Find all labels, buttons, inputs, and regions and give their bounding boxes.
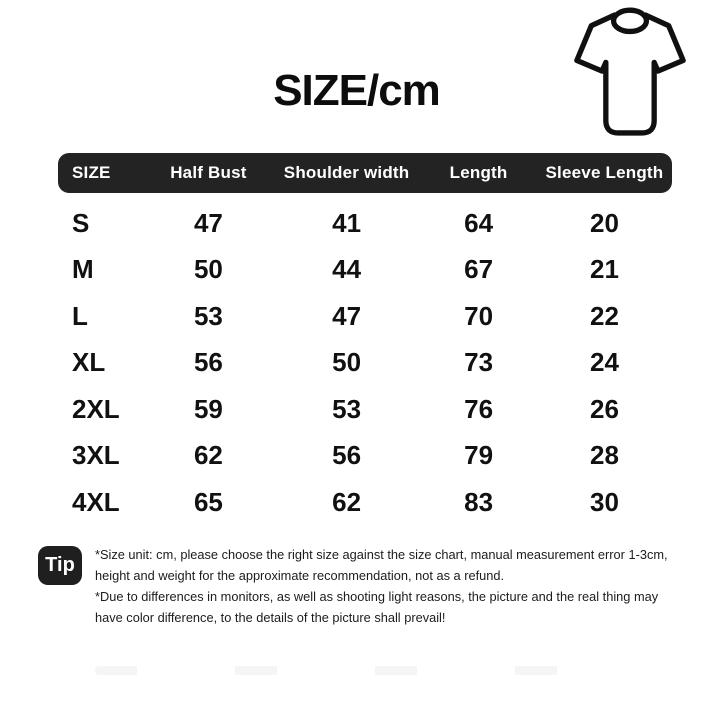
cell-sleeve-length: 20	[589, 207, 619, 238]
cell-half-bust: 59	[193, 393, 223, 424]
cell-shoulder-width: 53	[332, 393, 362, 424]
column-header-length: Length	[449, 163, 508, 182]
size-label: S	[72, 207, 90, 238]
table-row	[58, 386, 672, 433]
table-row	[58, 340, 672, 387]
cell-sleeve-length: 28	[589, 440, 619, 471]
table-header-row	[58, 153, 672, 193]
size-label: M	[72, 254, 94, 285]
cell-half-bust: 65	[193, 486, 223, 517]
column-header-sleeve-length: Sleeve Length	[545, 163, 664, 182]
column-header-size: SIZE	[72, 163, 111, 182]
cell-length: 76	[464, 393, 494, 424]
cell-half-bust: 56	[193, 347, 223, 378]
cell-half-bust: 53	[193, 300, 223, 331]
cell-sleeve-length: 24	[589, 347, 619, 378]
cell-length: 67	[464, 254, 494, 285]
tip-notes	[95, 544, 668, 628]
size-label: XL	[72, 347, 106, 378]
size-label: 3XL	[72, 440, 120, 471]
size-label: 2XL	[72, 393, 120, 424]
cell-half-bust: 50	[193, 254, 223, 285]
size-label: 4XL	[72, 486, 120, 517]
table-body	[58, 200, 672, 526]
tip-line: *Size unit: cm, please choose the right size against the size chart, manual measurement error 1-3cm,	[95, 547, 668, 562]
faint-watermark-strip	[95, 666, 655, 675]
cell-shoulder-width: 56	[332, 440, 362, 471]
cell-half-bust: 62	[193, 440, 223, 471]
cell-shoulder-width: 44	[332, 254, 362, 285]
cell-shoulder-width: 62	[332, 486, 362, 517]
column-header-shoulder-width: Shoulder width	[283, 163, 410, 182]
cell-sleeve-length: 21	[589, 254, 619, 285]
cell-sleeve-length: 22	[589, 300, 619, 331]
cell-sleeve-length: 30	[589, 486, 619, 517]
table-row	[58, 479, 672, 526]
tshirt-icon	[572, 5, 688, 143]
cell-shoulder-width: 41	[332, 207, 362, 238]
column-header-half-bust: Half Bust	[170, 163, 247, 182]
cell-length: 70	[464, 300, 494, 331]
cell-sleeve-length: 26	[589, 393, 619, 424]
cell-length: 64	[464, 207, 494, 238]
tip-badge: Tip	[38, 546, 82, 585]
table-row	[58, 293, 672, 340]
tip-line: have color difference, to the details of the picture shall prevail!	[95, 610, 446, 625]
size-table	[58, 153, 672, 526]
cell-shoulder-width: 47	[332, 300, 362, 331]
cell-shoulder-width: 50	[332, 347, 362, 378]
page-title: SIZE/cm	[273, 66, 440, 115]
table-row	[58, 247, 672, 294]
table-row	[58, 433, 672, 480]
tip-line: *Due to differences in monitors, as well as shooting light reasons, the picture and the real thing may	[95, 589, 659, 604]
table-row	[58, 200, 672, 247]
cell-length: 83	[464, 486, 494, 517]
cell-length: 79	[464, 440, 494, 471]
size-label: L	[72, 300, 88, 331]
cell-length: 73	[464, 347, 494, 378]
tip-line: height and weight for the approximate recommendation, not as a refund.	[95, 568, 505, 583]
cell-half-bust: 47	[193, 207, 223, 238]
